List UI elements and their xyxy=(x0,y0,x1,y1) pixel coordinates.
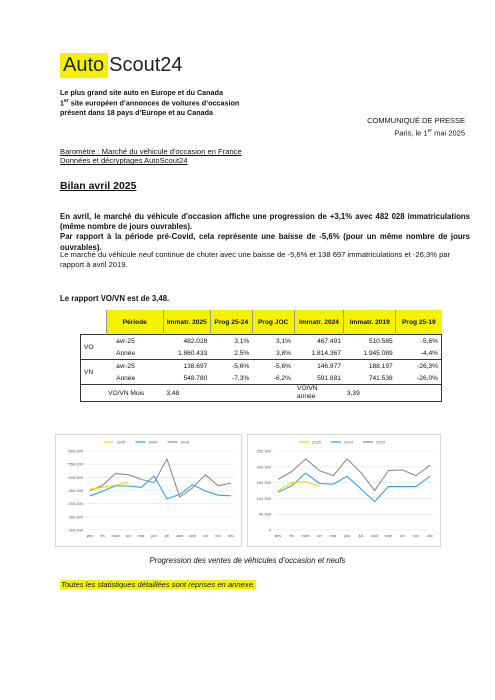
table-cell: Année xyxy=(106,347,163,360)
table-row xyxy=(81,347,442,360)
table-cell: avr-25 xyxy=(106,335,163,348)
tagline-line-1: Le plus grand site auto en Europe et du Canada xyxy=(60,88,223,97)
autoscout24-logo xyxy=(60,52,183,78)
company-tagline xyxy=(60,88,239,118)
header-prog-25-19: Prog 25-19 xyxy=(396,310,442,335)
series-line-2019 xyxy=(278,459,430,491)
table-row xyxy=(81,372,442,385)
logo-scout24: Scout24 xyxy=(109,54,183,76)
x-tick-label: avr xyxy=(316,534,322,538)
series-line-2024 xyxy=(90,476,231,499)
x-tick-label: oct xyxy=(202,534,208,538)
table-cell: 1.860.433 xyxy=(163,347,210,360)
table-cell: -4,4% xyxy=(396,347,442,360)
legend-label: 2019 xyxy=(180,439,190,445)
vovn-month-label: VO/VN Mois xyxy=(106,385,163,402)
x-tick-label: août xyxy=(371,534,379,538)
y-tick-label: 250.000 xyxy=(256,448,271,454)
y-tick-label: 450.000 xyxy=(68,488,83,493)
header-prog-joc: Prog JOC xyxy=(252,310,294,335)
legend-label: 2024 xyxy=(148,439,158,445)
table-cell: Année xyxy=(106,372,163,385)
series-line-2019 xyxy=(90,459,231,497)
x-tick-label: janv xyxy=(86,534,94,538)
x-tick-label: nov xyxy=(413,534,420,538)
tagline-line-3: présent dans 18 pays d’Europe et au Canada xyxy=(60,108,213,118)
header-prog-25-24: Prog 25-24 xyxy=(210,310,252,335)
annex-note: Toutes les statistiques détaillées sont reprises en annexe. xyxy=(61,580,255,589)
y-tick-label: 50.000 xyxy=(258,511,271,517)
table-row xyxy=(81,360,442,373)
y-tick-label: 550.000 xyxy=(68,461,83,467)
y-tick-label: 400.000 xyxy=(68,501,83,507)
header-immatr-2019: Immatr. 2019 xyxy=(344,310,396,335)
table-cell: 138.697 xyxy=(183,362,208,370)
statistics-table xyxy=(80,310,442,402)
legend-label: 2025 xyxy=(312,439,321,445)
press-date: Paris, le 1er mai 2025 xyxy=(394,128,465,138)
y-tick-label: 350.000 xyxy=(68,514,83,520)
press-title: COMMUNIQUÉ DE PRESSE xyxy=(367,116,465,125)
y-tick-label: 100.000 xyxy=(256,495,271,501)
intro-bold-paragraph xyxy=(60,212,470,253)
x-tick-label: mai xyxy=(330,534,337,538)
vo-label: VO xyxy=(81,335,107,360)
header-immatr-2024: Immatr. 2024 xyxy=(294,310,344,335)
barometre-line-2: Données et décryptages AutoScout24 xyxy=(60,156,188,166)
table-cell: 2,5% xyxy=(210,347,252,360)
x-tick-label: déc xyxy=(427,534,433,538)
ratio-statement: Le rapport VO/VN est de 3,48. xyxy=(60,294,170,303)
press-release-header xyxy=(367,116,465,139)
table-cell: 741.538 xyxy=(344,372,396,385)
x-tick-label: sept xyxy=(189,534,196,538)
table-cell: 548.780 xyxy=(163,372,210,385)
table-cell: avr-25 xyxy=(116,362,135,370)
legend-label: 2019 xyxy=(376,439,385,445)
table-cell: -5,6% xyxy=(396,335,442,348)
vovn-month-value: 3,48 xyxy=(163,385,210,402)
table-cell: -26,3% xyxy=(396,360,442,373)
barometre-title xyxy=(60,147,242,166)
table-cell: 188.197 xyxy=(368,362,393,370)
x-tick-label: juin xyxy=(151,534,157,538)
page-heading: Bilan avril 2025 xyxy=(60,180,137,192)
vovn-year-value: 3,39 xyxy=(344,385,396,402)
y-tick-label: 150.000 xyxy=(256,480,271,486)
table-cell: -5,6% xyxy=(273,362,292,370)
x-tick-label: juil xyxy=(358,534,364,538)
legend-label: 2024 xyxy=(344,439,353,445)
x-tick-label: fév xyxy=(100,534,106,538)
table-cell: 1.814.367 xyxy=(294,347,344,360)
series-line-2024 xyxy=(278,473,430,502)
chart-caption: Progression des ventes de véhicules d’occasion et neufs xyxy=(149,556,346,565)
table-cell: 146.977 xyxy=(317,362,341,370)
table-cell: 1.945.089 xyxy=(344,347,396,360)
logo-auto: Auto xyxy=(60,53,108,78)
table-header-row xyxy=(81,310,442,335)
table-cell: 482.028 xyxy=(163,335,210,348)
intro-paragraph: Le marché du véhicule neuf continue de chuter avec une baisse de -5,6% et 138 697 immatriculations et -26,3% par rapport à avril 2019. xyxy=(60,250,451,269)
x-tick-label: déc xyxy=(228,534,234,538)
header-periode: Période xyxy=(106,310,163,335)
legend-label: 2025 xyxy=(116,439,126,445)
barometre-line-1: Baromètre : Marché du véhicule d'occasion en France xyxy=(60,147,242,156)
tagline-line-2: 1er site européen d’annonces de voitures d’occasion xyxy=(60,98,240,108)
y-tick-label: 500.000 xyxy=(68,474,83,480)
table-cell: -5,6% xyxy=(232,362,250,370)
x-tick-label: juin xyxy=(344,534,350,538)
intro-bold-1: En avril, le marché du véhicule d'occasion affiche une progression de +3,1% avec 482 028 immatriculations (même nombre de jours ouvrables). xyxy=(60,212,470,232)
x-tick-label: août xyxy=(176,534,184,538)
table-cell: -26,0% xyxy=(396,372,442,385)
x-tick-label: mars xyxy=(301,534,310,538)
x-tick-label: sept xyxy=(385,534,392,538)
intro-bold-2: Par rapport à la période pré-Covid, cela représente une baisse de -5,6% (pour un même nombre de jours ouvrables). xyxy=(60,232,470,252)
table-cell: 591.881 xyxy=(294,372,344,385)
vn-sales-chart xyxy=(247,434,441,547)
y-tick-label: 0 xyxy=(268,527,271,533)
table-cell: -7,3% xyxy=(210,372,252,385)
vo-sales-chart xyxy=(55,434,242,547)
vn-label: VN xyxy=(81,360,107,385)
table-cell: 467.491 xyxy=(294,335,344,348)
x-tick-label: juil xyxy=(164,534,170,538)
table-cell: 3,1% xyxy=(210,335,252,348)
y-tick-label: 300.000 xyxy=(68,527,83,533)
header-immatr-2025: Immatr. 2025 xyxy=(163,310,210,335)
table-cell: 3,8% xyxy=(252,347,294,360)
table-cell: 3,1% xyxy=(252,335,294,348)
table-row xyxy=(81,335,442,348)
x-tick-label: nov xyxy=(215,534,222,538)
x-tick-label: fév xyxy=(289,534,295,538)
vo-line-chart-svg xyxy=(56,435,241,546)
table-cell: -6,2% xyxy=(252,372,294,385)
table-cell: 510.585 xyxy=(344,335,396,348)
x-tick-label: oct xyxy=(399,534,405,538)
vn-line-chart-svg xyxy=(248,435,440,546)
y-tick-label: 600.000 xyxy=(68,448,83,454)
x-tick-label: mars xyxy=(111,534,120,538)
table-footer-row xyxy=(81,385,442,402)
y-tick-label: 200.000 xyxy=(256,464,271,470)
x-tick-label: janv xyxy=(274,534,282,538)
vovn-year-label: VO/VN année xyxy=(294,385,344,402)
x-tick-label: avr xyxy=(125,534,131,538)
x-tick-label: mai xyxy=(138,534,145,538)
